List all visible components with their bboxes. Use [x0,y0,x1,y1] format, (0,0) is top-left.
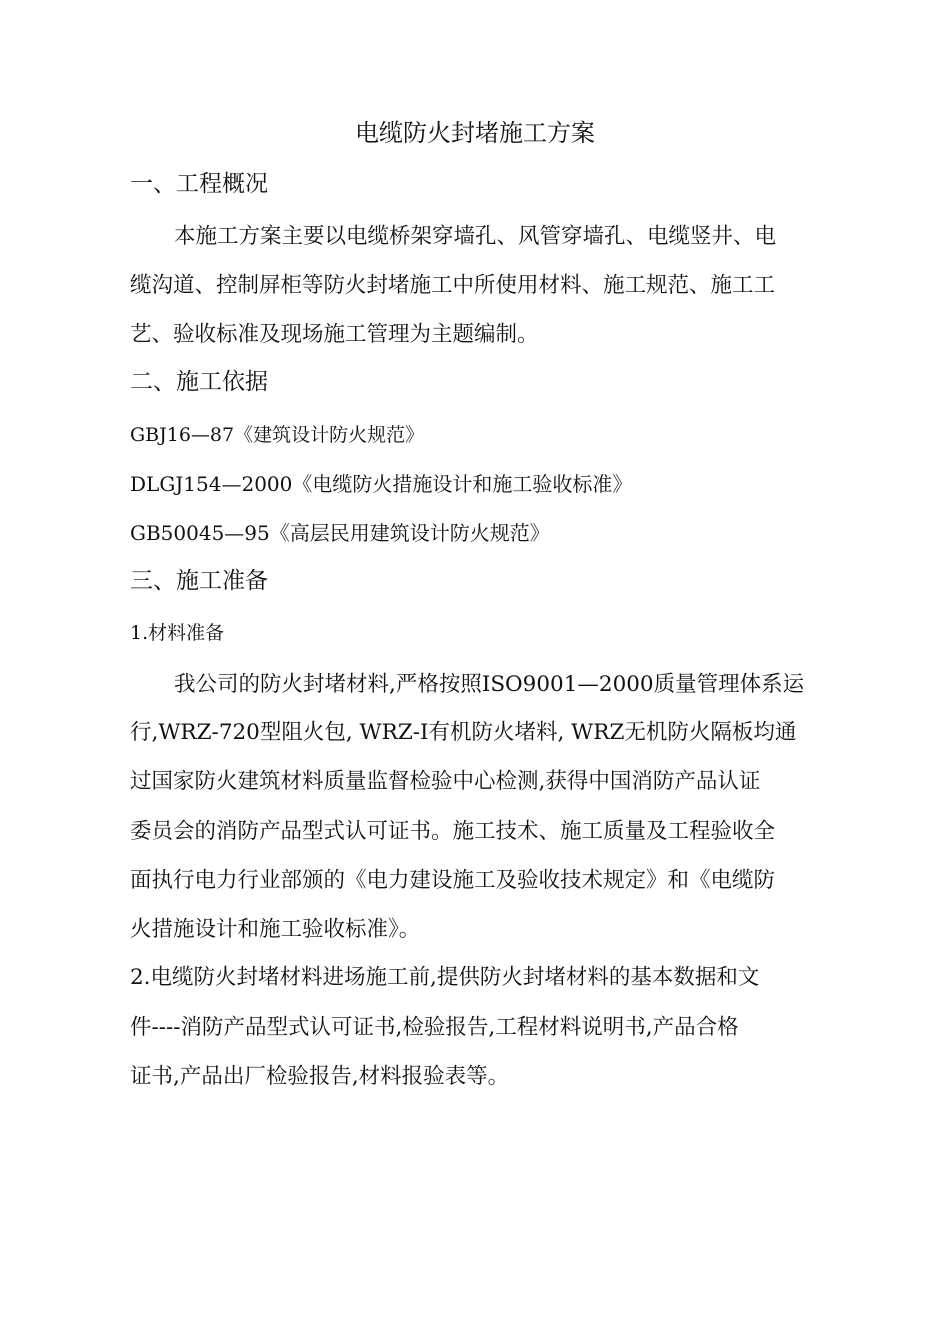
paragraph-line: 面执行电力行业部颁的《电力建设施工及验收技术规定》和《电缆防 [130,868,776,893]
subsection-heading-materials: 1.材料准备 [130,622,225,644]
reference-item: DLGJ154—2000《电缆防火措施设计和施工验收标准》 [130,472,633,496]
section-heading-overview: 一、工程概况 [130,171,268,197]
reference-item: GB50045—95《高层民用建筑设计防火规范》 [130,521,550,545]
paragraph-line: 件----消防产品型式认可证书,检验报告,工程材料说明书,产品合格 [130,1015,739,1040]
paragraph-line: 委员会的消防产品型式认可证书。施工技术、施工质量及工程验收全 [130,819,776,844]
paragraph-line: 我公司的防火封堵材料,严格按照ISO9001—2000质量管理体系运 [174,672,805,697]
reference-item: GBJ16—87《建筑设计防火规范》 [130,424,425,446]
paragraph-line: 艺、验收标准及现场施工管理为主题编制。 [130,322,539,347]
section-heading-basis: 二、施工依据 [130,369,268,395]
paragraph-line: 缆沟道、控制屏柜等防火封堵施工中所使用材料、施工规范、施工工 [130,273,776,298]
paragraph-line: 行,WRZ-720型阻火包, WRZ-Ⅰ有机防火堵料, WRZ无机防火隔板均通 [130,720,797,745]
paragraph-line: 2.电缆防火封堵材料进场施工前,提供防火封堵材料的基本数据和文 [130,965,760,990]
section-heading-preparation: 三、施工准备 [130,568,268,594]
paragraph-line: 火措施设计和施工验收标准》。 [130,917,421,942]
document-title: 电缆防火封堵施工方案 [355,119,595,147]
paragraph-line: 本施工方案主要以电缆桥架穿墙孔、风管穿墙孔、电缆竖井、电 [174,224,777,249]
paragraph-line: 过国家防火建筑材料质量监督检验中心检测,获得中国消防产品认证 [130,769,761,794]
paragraph-line: 证书,产品出厂检验报告,材料报验表等。 [130,1064,510,1089]
